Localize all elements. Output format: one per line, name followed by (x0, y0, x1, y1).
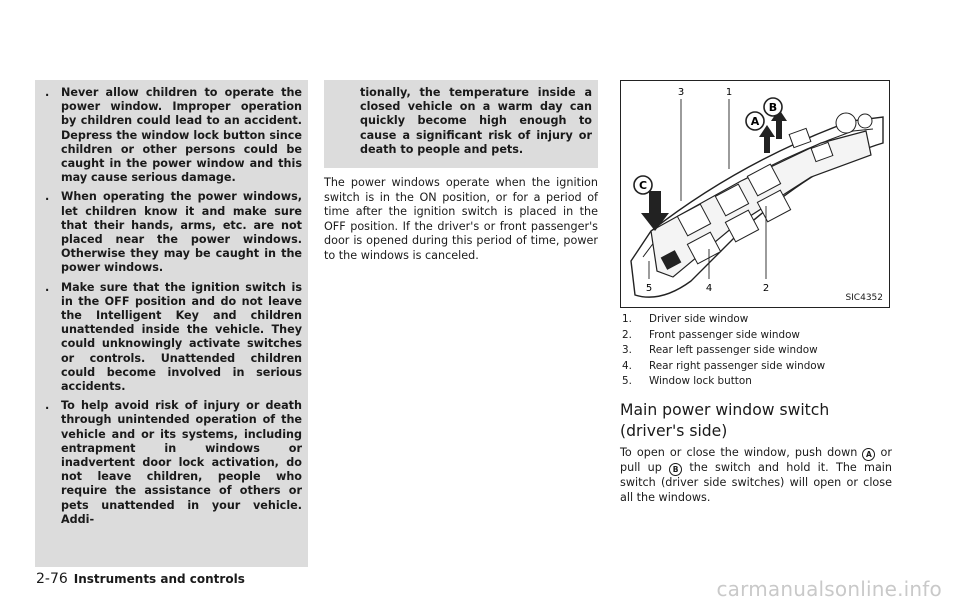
warning-bullet (42, 190, 302, 275)
caption-text: Driver side window (649, 313, 749, 325)
figure-caption-list (622, 312, 892, 390)
warning-bullet-text: Make sure that the ignition switch is in the OFF position and do not leave the Intelligent Key and children unattended inside the vehicle. They could unknowingly activate switches or controls. Unattended children could become involved in serious accidents. (61, 280, 302, 394)
callout-c: C (638, 179, 648, 192)
bullet-marker: . (45, 190, 50, 204)
warning-bullet (42, 86, 302, 185)
callout-5: 5 (645, 283, 653, 294)
callout-4: 4 (705, 283, 713, 294)
caption-number: 5. (622, 375, 632, 388)
mark-a-icon: A (862, 448, 875, 461)
window-switch-figure (620, 80, 890, 308)
mark-b-icon: B (669, 463, 682, 476)
warning-bullet-text: To help avoid risk of injury or death through unintended operation of the vehicle and or its systems, including entrapment in windows or inadvertent door lock activation, do not leave children, people who require the assistance of others or pets unattended in your vehicle. Addi- (61, 399, 302, 526)
warning-bullet-text: Never allow children to operate the power window. Improper operation by children could lead to an accident. Depress the window lock button since children or other persons could be caught in the power window and this may cause serious damage. (61, 86, 302, 185)
section-body (620, 446, 892, 505)
watermark: carmanualsonline.info (716, 577, 942, 601)
section-heading: Main power window switch (driver's side) (620, 401, 830, 440)
page-number: 2-76 (36, 571, 68, 587)
caption-item (622, 312, 892, 328)
warning-bullet (42, 399, 302, 527)
window-switch-illustration (621, 81, 889, 307)
callout-3: 3 (677, 87, 685, 98)
caption-text: Front passenger side window (649, 328, 800, 341)
bullet-marker: . (45, 86, 50, 99)
caption-number: 3. (622, 344, 632, 357)
caption-text: Rear left passenger side window (649, 344, 818, 357)
caption-item (622, 374, 892, 390)
caption-number: 4. (622, 359, 632, 372)
section-body-part3: the switch and hold it. The main switch (driver side switches) will open or close all the windows. (620, 461, 892, 504)
callout-a: A (750, 115, 760, 128)
caption-number: 2. (622, 328, 632, 341)
caption-item (622, 343, 892, 359)
caption-number: 1. (622, 313, 632, 325)
bullet-marker: . (45, 280, 50, 294)
caption-item (622, 328, 892, 344)
body-paragraph: The power windows operate when the ignition switch is in the ON position, or for a period of time after the ignition switch is placed in the OFF position. If the driver's or front passenger's door is opened during this period of time, power to the windows is canceled. (324, 176, 598, 262)
callout-1: 1 (725, 87, 733, 98)
bullet-marker: . (45, 399, 50, 413)
page-footer (36, 571, 245, 587)
warning-continued-text: tionally, the temperature inside a closed vehicle on a warm day can quickly become high enough to cause a significant risk of injury or death to people and pets. (360, 86, 592, 156)
figure-code: SIC4352 (845, 293, 883, 303)
footer-section-title: Instruments and controls (73, 572, 245, 586)
warning-bullet (42, 281, 302, 395)
section-body-part2: or pull up (620, 446, 892, 474)
section-body-part1: To open or close the window, push down (620, 446, 858, 459)
warning-bullet-text: When operating the power windows, let children know it and make sure that their hands, arms, etc. are not placed near the power windows. Otherwise they may be caught in the power windows. (61, 190, 302, 275)
warning-bullet-list (42, 86, 302, 532)
caption-item (622, 359, 892, 375)
caption-text: Window lock button (649, 375, 752, 388)
callout-b: B (768, 101, 778, 114)
caption-text: Rear right passenger side window (649, 359, 826, 372)
callout-2: 2 (762, 283, 770, 294)
